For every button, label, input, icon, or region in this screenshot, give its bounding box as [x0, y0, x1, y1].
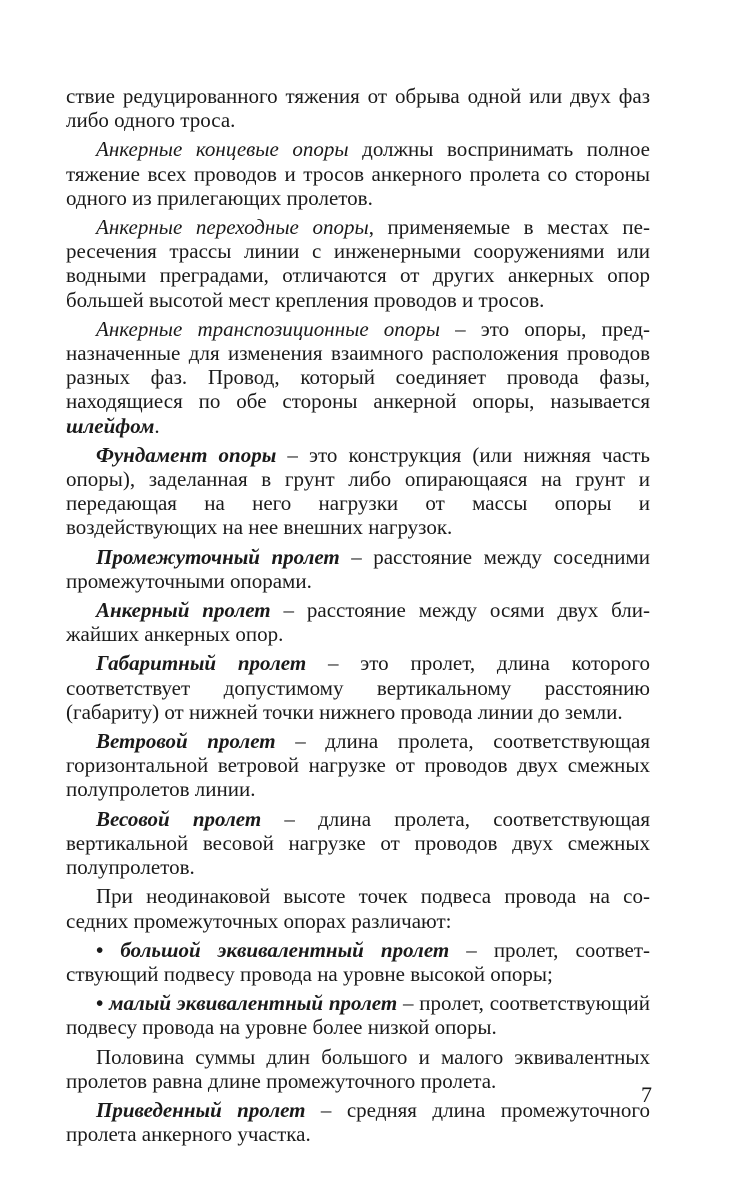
paragraph-text: – длина пролета, соответствующая горизонтальной ветровой нагрузке от проводов двух смежных полупролетов линии. [66, 729, 651, 802]
paragraph-text: – пролет, соответствующий подвесу провода на уровне высокой опоры; [66, 937, 650, 986]
paragraph-text: – средняя длина промежуточного пролета анкерного участка. [66, 1097, 650, 1147]
paragraph-text: – это опоры, предназначенные для изменения взаимного расположения проводов разных фаз. Провод, который соединяет провода фазы, находящиеся по обе стороны анкерной опоры, называется [66, 316, 651, 414]
paragraph-tail: . [154, 413, 160, 438]
paragraph-foundation [66, 443, 650, 540]
paragraph-continuation [66, 84, 650, 132]
term-italic: Анкерные переходные опоры [96, 215, 369, 240]
paragraph-text: – расстояние между осями двух ближайших анкерных опор. [66, 598, 650, 647]
list-item-small-equivalent-span [66, 991, 650, 1039]
paragraph-text: – это конструкция (или нижняя часть опоры), заделанная в грунт либо опирающаяся на грунт и передающая на него нагрузки от массы опоры и воздействующих на нее внешних нагрузок. [66, 442, 650, 540]
term-bold-italic: Весовой пролет [96, 806, 262, 831]
paragraph-text: При неодинаковой высоте точек подвеса провода на соседних промежуточных опорах различают: [66, 884, 650, 933]
paragraph-wind-span [66, 729, 650, 802]
term-bold-italic: Ветровой пролет [96, 729, 276, 754]
paragraph-text: – это пролет, длина которого соответствует допустимому вертикальному расстоянию (габариту) от нижней точки нижнего провода линии до земли. [66, 651, 650, 724]
bullet-marker: • [96, 937, 121, 962]
list-item-large-equivalent-span [66, 938, 650, 986]
page-body-text [66, 84, 650, 1146]
term-italic: Анкерные концевые опоры [96, 137, 349, 162]
term-italic: Анкерные транспозиционные опоры [96, 316, 441, 341]
term-bold-italic: большой эквивалентный пролет [120, 937, 450, 962]
term-bold-italic: Фундамент опоры [96, 442, 277, 467]
paragraph-text: должны воспринимать полное тяжение всех проводов и тросов анкерного пролета со стороны одного из прилегающих пролетов. [66, 137, 650, 210]
paragraph-uneven-heights [66, 884, 650, 932]
paragraph-text: Половина суммы длин большого и малого эквивалентных пролетов равна длине промежуточного пролета. [66, 1044, 650, 1093]
paragraph-weight-span [66, 807, 650, 880]
paragraph-text: – расстояние между соседними промежуточными опорами. [66, 544, 650, 593]
paragraph-text: , применяемые в местах пересечения трассы линии с инженерными сооружениями или водными преградами, отличаются от других анкерных опор большей высотой мест крепления проводов и тросов. [66, 215, 650, 312]
paragraph-clearance-span [66, 651, 650, 724]
term-bold-italic: Анкерный пролет [96, 598, 271, 623]
paragraph-anchor-transposition-supports [66, 317, 650, 438]
paragraph-intermediate-span [66, 545, 650, 593]
paragraph-anchor-transition-supports [66, 215, 650, 312]
paragraph-half-sum [66, 1045, 650, 1093]
page-number: 7 [641, 1082, 652, 1107]
paragraph-reduced-span [66, 1098, 650, 1146]
term-bold-italic: Приведенный пролет [96, 1097, 306, 1122]
term-bold-italic: малый эквивалентный пролет [109, 991, 398, 1016]
paragraph-anchor-end-supports [66, 137, 650, 210]
bullet-marker: • [96, 991, 110, 1016]
paragraph-text: – длина пролета, соответствующая вертикальной весовой нагрузке от проводов двух смежных полупролетов. [66, 806, 650, 880]
paragraph-anchor-span [66, 598, 650, 646]
term-bold-italic: шлейфом [66, 413, 155, 438]
term-bold-italic: Габаритный пролет [96, 651, 307, 676]
term-bold-italic: Промежуточный пролет [96, 544, 340, 569]
paragraph-text: – пролет, соответствующий подвесу провода на уровне более низкой опоры. [66, 991, 650, 1040]
paragraph-text: ствие редуцированного тяжения от обрыва одной или двух фаз либо одного троса. [66, 84, 650, 133]
